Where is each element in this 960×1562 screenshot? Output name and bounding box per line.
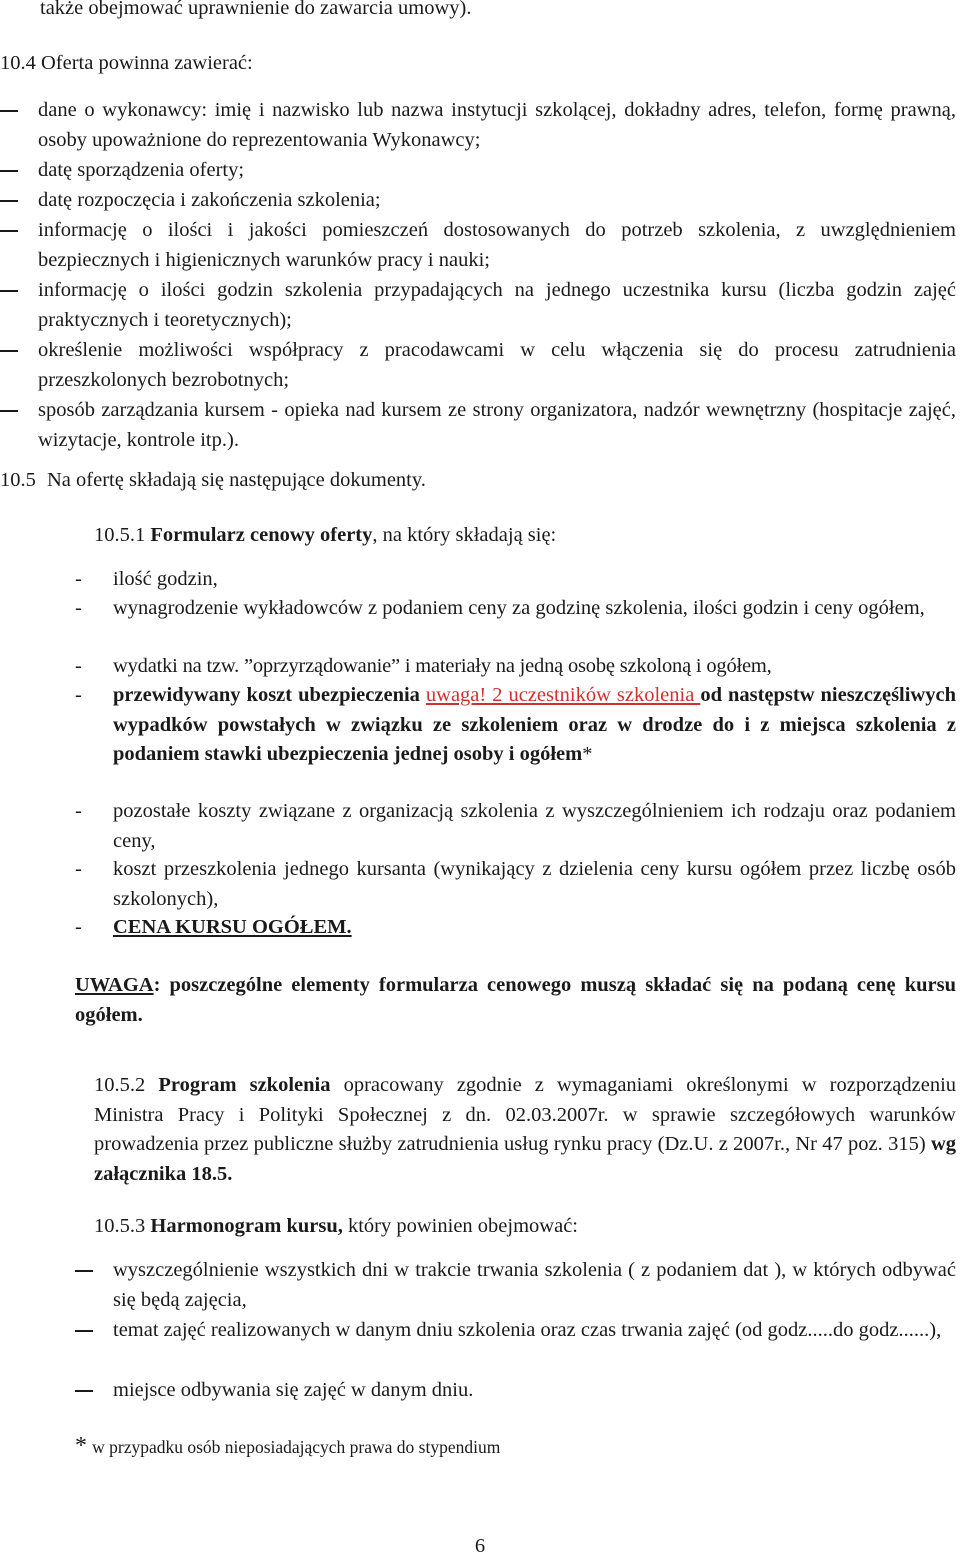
section-number: 10.5.2 xyxy=(94,1074,146,1096)
dash-bullet xyxy=(0,200,18,202)
section-number: 10.5.3 xyxy=(94,1215,146,1237)
list-item: informację o ilości godzin szkolenia przypadających na jednego uczestnika kursu (liczba godzin zajęć praktycznych i teoretycznych); xyxy=(38,279,956,331)
hyphen-bullet: - xyxy=(75,858,82,880)
dash-bullet xyxy=(75,1390,93,1392)
list-item-insurance xyxy=(113,681,956,770)
section-10-5-number: 10.5 xyxy=(0,469,36,491)
note-label: UWAGA xyxy=(75,974,154,996)
dash-bullet xyxy=(75,1270,93,1272)
attachment-reference: wg załącznika 18.5. xyxy=(94,1133,956,1185)
section-title-rest: , na który składają się: xyxy=(372,524,557,546)
section-10-5-2 xyxy=(94,1071,956,1189)
section-10-5-3-heading xyxy=(94,1212,956,1242)
dash-bullet xyxy=(0,350,18,352)
dash-bullet xyxy=(0,410,18,412)
list-item: koszt przeszkolenia jednego kursanta (wynikający z dzielenia ceny kursu ogółem przez liczbę osób szkolonych), xyxy=(113,858,956,910)
list-item: wyszczególnienie wszystkich dni w trakcie trwania szkolenia ( z podaniem dat ), w których odbywać się będą zajęcia, xyxy=(113,1259,956,1311)
dash-bullet xyxy=(0,230,18,232)
hyphen-bullet: - xyxy=(75,655,82,677)
section-title-rest: który powinien obejmować: xyxy=(342,1215,578,1237)
top-line: także obejmować uprawnienie do zawarcia umowy). xyxy=(40,0,472,19)
list-item-total xyxy=(113,913,352,943)
list-item: temat zajęć realizowanych w danym dniu szkolenia oraz czas trwania zajęć (od godz.....do godz......), xyxy=(113,1319,942,1341)
list-item: datę rozpoczęcia i zakończenia szkolenia; xyxy=(38,189,381,211)
dash-bullet xyxy=(0,290,18,292)
dash-bullet xyxy=(0,170,18,172)
list-item: pozostałe koszty związane z organizacją szkolenia z wyszczególnieniem ich rodzaju oraz podaniem ceny, xyxy=(113,800,956,852)
insurance-details: od następstw nieszczęśliwych wypadków powstałych w związku ze szkoleniem oraz w drodze do i z miejsca szkolenia z podaniem stawki ubezpieczenia jednej osoby i ogółem xyxy=(113,684,956,765)
hyphen-bullet: - xyxy=(75,568,82,590)
total-price-label: CENA KURSU OGÓŁEM. xyxy=(113,916,352,938)
page-number: 6 xyxy=(474,1535,486,1557)
section-title: Harmonogram kursu, xyxy=(150,1215,343,1237)
section-10-4-heading: 10.4 Oferta powinna zawierać: xyxy=(0,52,253,74)
list-item: datę sporządzenia oferty; xyxy=(38,159,245,181)
list-item: wydatki na tzw. ”oprzyrządowanie” i materiały na jedną osobę szkoloną i ogółem, xyxy=(113,655,772,677)
list-item: miejsce odbywania się zajęć w danym dniu. xyxy=(113,1379,474,1401)
section-text: opracowany zgodnie z wymaganiami określonymi w rozporządzeniu Ministra Pracy i Polityki Społecznej z dn. 02.03.2007r. w sprawie szczegółowych warunków prowadzenia przez publiczne służby zatrudnienia usług rynku pracy (Dz.U. z 2007r., Nr 47 poz. 315) xyxy=(94,1074,957,1155)
list-item: informację o ilości i jakości pomieszczeń dostosowanych do potrzeb szkolenia, z uwzględnieniem bezpiecznych i higienicznych warunków pracy i nauki; xyxy=(38,219,956,271)
footnote-marker: * xyxy=(582,743,593,765)
hyphen-bullet: - xyxy=(75,916,82,938)
list-item: ilość godzin, xyxy=(113,568,218,590)
footnote xyxy=(75,1432,500,1463)
list-item: sposób zarządzania kursem - opieka nad kursem ze strony organizatora, nadzór wewnętrzny (hospitacje zajęć, wizytacje, kontrole itp.). xyxy=(38,399,956,451)
dash-bullet xyxy=(0,110,18,112)
hyphen-bullet: - xyxy=(75,684,82,706)
dash-bullet xyxy=(75,1330,93,1332)
section-10-5-text: Na ofertę składają się następujące dokumenty. xyxy=(47,469,426,491)
hyphen-bullet: - xyxy=(75,800,82,822)
section-title: Formularz cenowy oferty xyxy=(150,524,373,546)
list-item: wynagrodzenie wykładowców z podaniem ceny za godzinę szkolenia, ilości godzin i ceny ogółem, xyxy=(113,597,925,619)
list-item: określenie możliwości współpracy z pracodawcami w celu włączenia się do procesu zatrudnienia przeszkolonych bezrobotnych; xyxy=(38,339,956,391)
section-number: 10.5.1 xyxy=(94,524,146,546)
footnote-text: w przypadku osób nieposiadających prawa do stypendium xyxy=(92,1437,501,1457)
section-title: Program szkolenia xyxy=(158,1074,331,1096)
note-paragraph xyxy=(75,971,956,1030)
note-text: : poszczególne elementy formularza cenowego muszą składać się na podaną cenę kursu ogółem. xyxy=(75,974,956,1026)
section-10-5-1-heading xyxy=(94,521,956,551)
list-item: dane o wykonawcy: imię i nazwisko lub nazwa instytucji szkolącej, dokładny adres, telefon, formę prawną, osoby upoważnione do reprezentowania Wykonawcy; xyxy=(38,99,956,151)
insurance-warning: uwaga! 2 uczestników szkolenia xyxy=(425,684,701,706)
footnote-star: * xyxy=(75,1433,87,1459)
hyphen-bullet: - xyxy=(75,597,82,619)
insurance-label: przewidywany koszt ubezpieczenia xyxy=(113,684,420,706)
